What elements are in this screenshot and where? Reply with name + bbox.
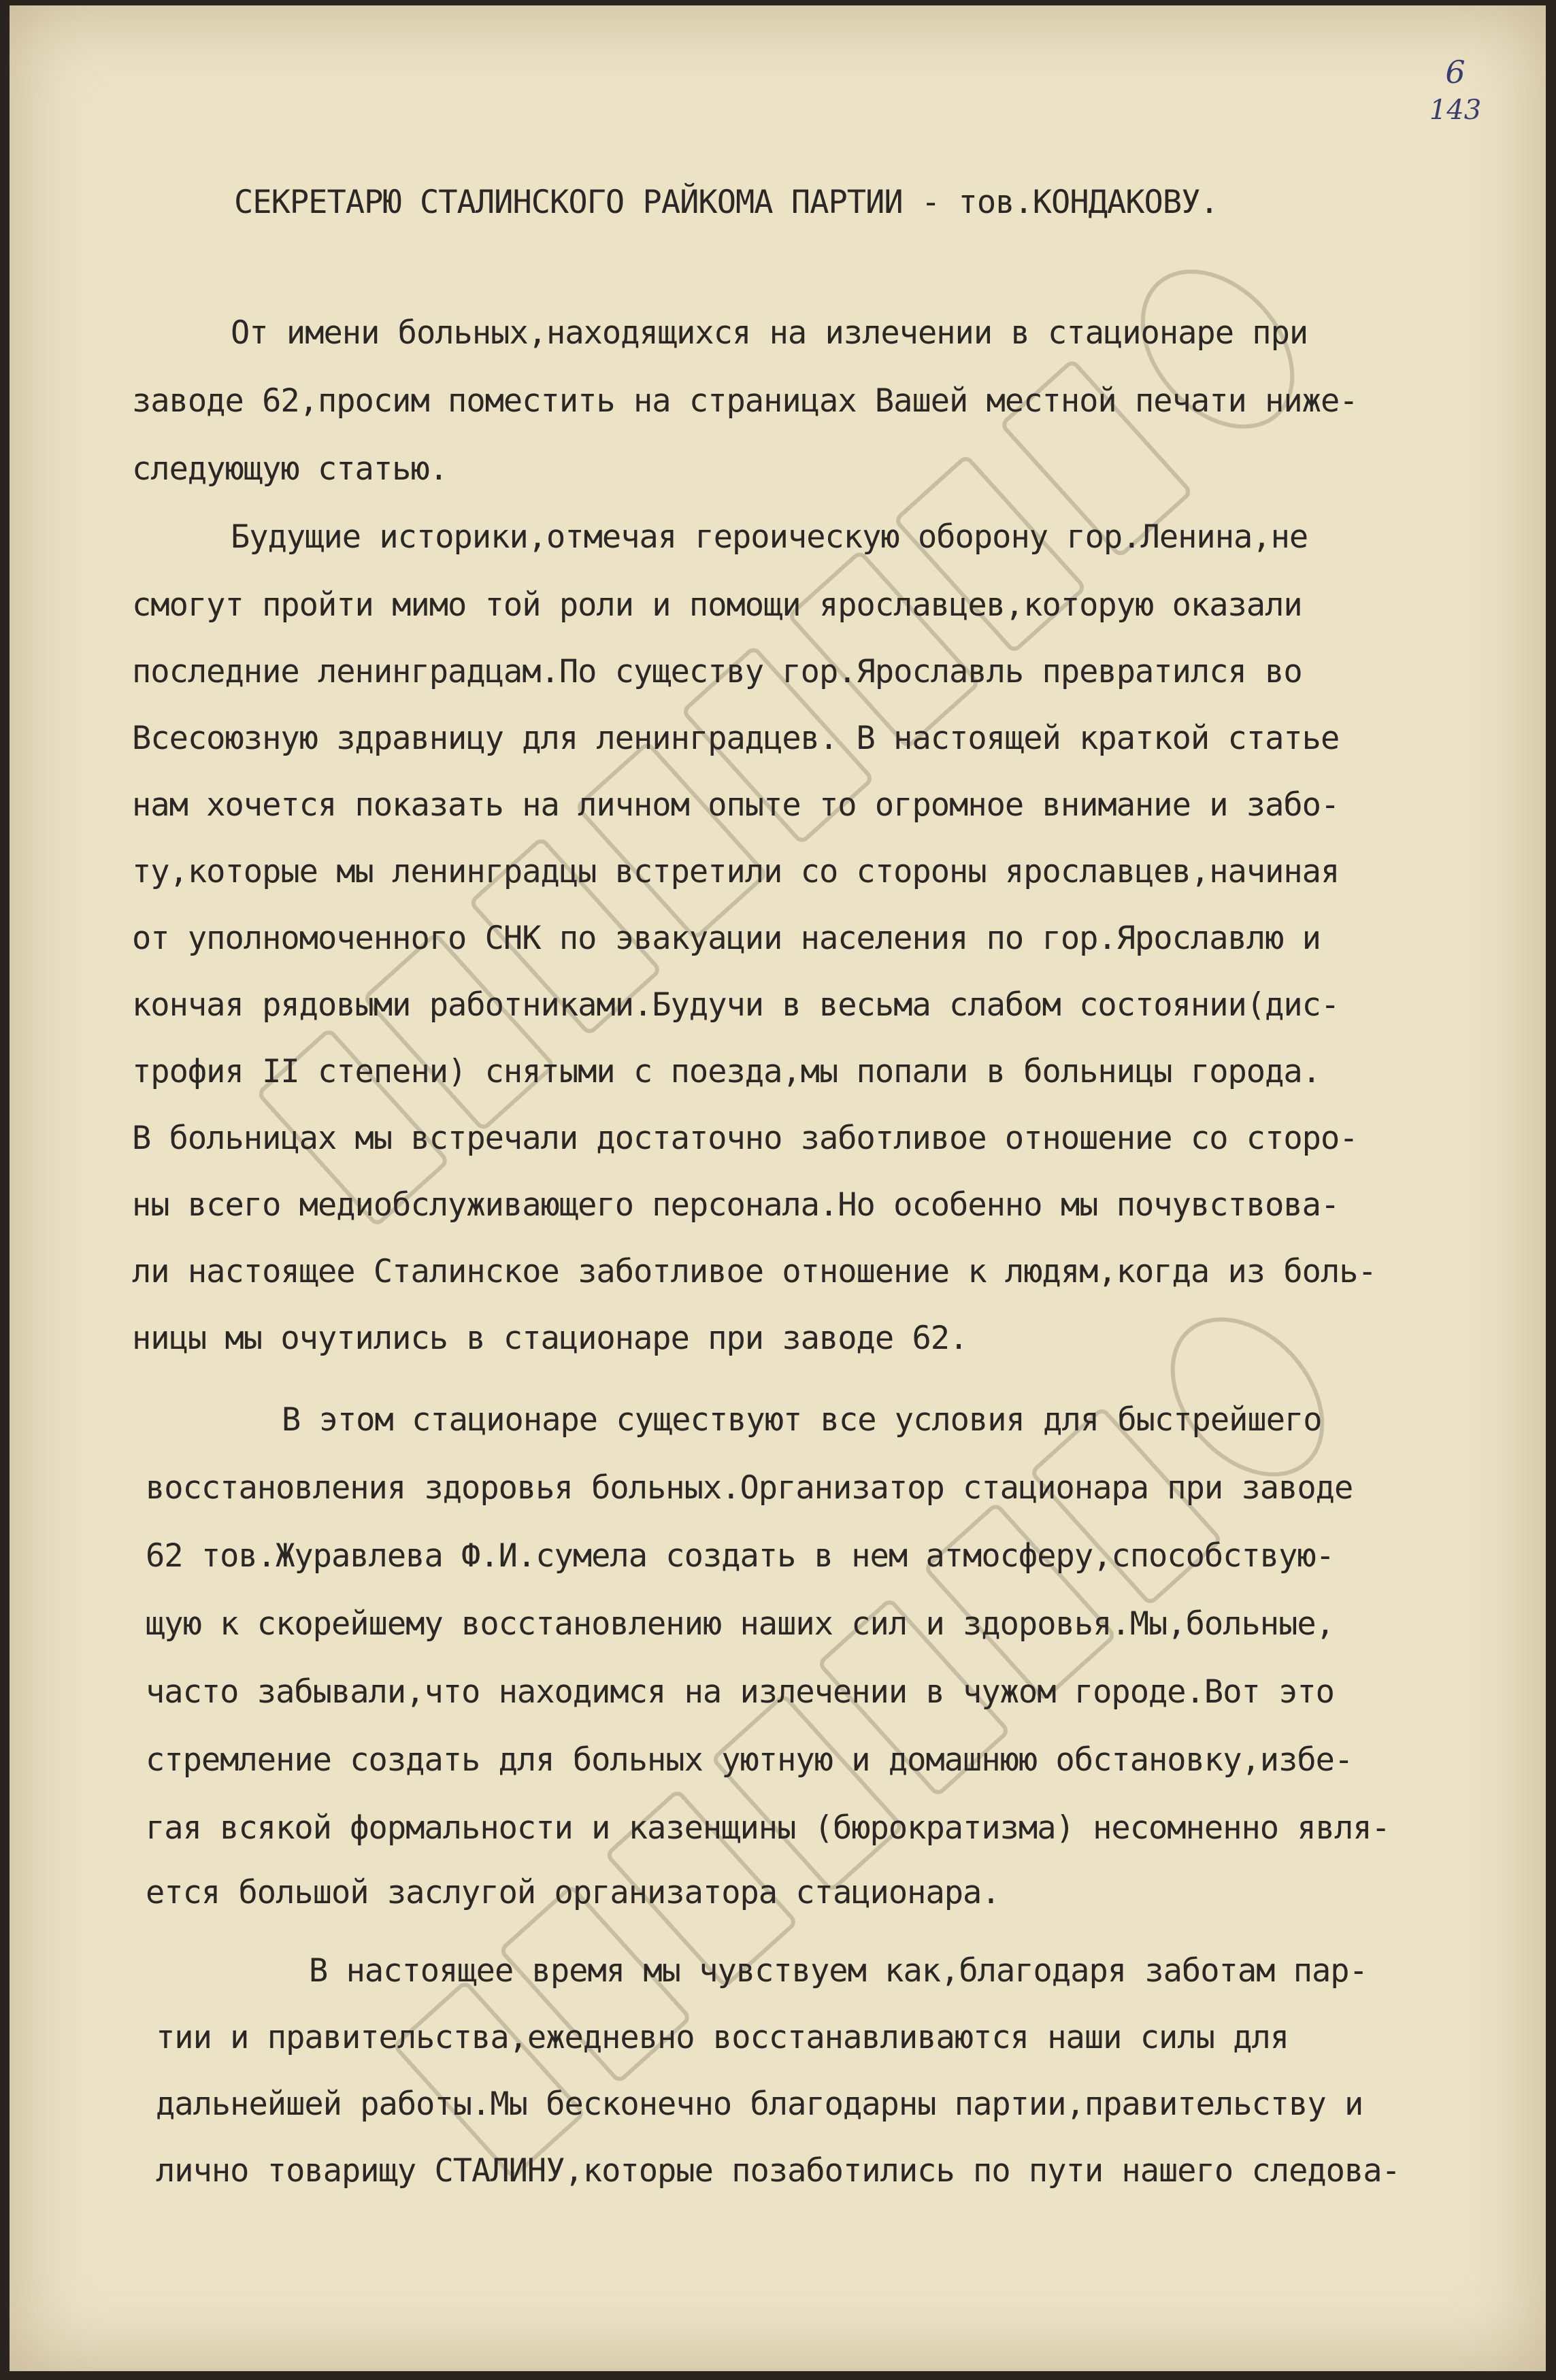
text-line: часто забывали,что находимся на излечении в чужом городе.Вот это: [146, 1673, 1334, 1711]
text-line: трофия II степени) снятыми с поезда,мы попали в больницы города.: [132, 1053, 1321, 1090]
text-line: лично товарищу СТАЛИНУ,которые позаботились по пути нашего следова-: [156, 2152, 1400, 2190]
text-line: ется большой заслугой организатора стационара.: [146, 1874, 1000, 1911]
text-line: От имени больных,находящихся на излечении в стационаре при: [231, 314, 1308, 352]
document-heading: СЕКРЕТАРЮ СТАЛИНСКОГО РАЙКОМА ПАРТИИ - тов.КОНДАКОВУ.: [234, 184, 1219, 221]
text-line: от уполномоченного СНК по эвакуации населения по гор.Ярославлю и: [132, 920, 1321, 957]
text-line: Всесоюзную здравницу для ленинградцев. В настоящей краткой статье: [132, 720, 1340, 757]
text-line: щую к скорейшему восстановлению наших сил и здоровья.Мы,больные,: [146, 1605, 1334, 1643]
text-line: Будущие историки,отмечая героическую оборону гор.Ленина,не: [231, 518, 1308, 556]
text-line: следующую статью.: [132, 450, 448, 488]
text-line: В этом стационаре существуют все условия для быстрейшего: [282, 1401, 1322, 1439]
text-line: В настоящее время мы чувствуем как,благодаря заботам пар-: [309, 1952, 1368, 1990]
text-line: смогут пройти мимо той роли и помощи ярославцев,которую оказали: [132, 586, 1302, 624]
text-line: ны всего медиобслуживающего персонала.Но особенно мы почувствова-: [132, 1186, 1340, 1224]
text-line: последние ленинградцам.По существу гор.Ярославль превратился во: [132, 653, 1302, 690]
text-line: ли настоящее Сталинское заботливое отношение к людям,когда из боль-: [132, 1253, 1376, 1290]
text-line: гая всякой формальности и казенщины (бюрократизма) несомненно явля-: [146, 1809, 1390, 1847]
text-line: ту,которые мы ленинградцы встретили со стороны ярославцев,начиная: [132, 853, 1340, 890]
text-line: заводе 62,просим поместить на страницах Вашей местной печати ниже-: [132, 382, 1358, 420]
text-line: стремление создать для больных уютную и домашнюю обстановку,избе-: [146, 1741, 1353, 1779]
page-number-secondary: 143: [1429, 95, 1482, 126]
text-line: кончая рядовыми работниками.Будучи в весьма слабом состоянии(дис-: [132, 986, 1340, 1024]
text-line: ницы мы очутились в стационаре при заводе 62.: [132, 1320, 968, 1357]
text-line: 62 тов.Журавлева Ф.И.сумела создать в нем атмосферу,способствую-: [146, 1537, 1334, 1575]
text-line: В больницах мы встречали достаточно заботливое отношение со сторо-: [132, 1120, 1358, 1157]
text-line: дальнейшей работы.Мы бесконечно благодарны партии,правительству и: [156, 2085, 1363, 2123]
text-line: тии и правительства,ежедневно восстанавливаются наши силы для: [156, 2019, 1289, 2056]
document-page: [10, 5, 1546, 2371]
text-line: нам хочется показать на личном опыте то огромное внимание и забо-: [132, 786, 1340, 824]
page-number-primary: 6: [1445, 54, 1466, 90]
text-line: восстановления здоровья больных.Организатор стационара при заводе: [146, 1469, 1353, 1507]
document-body: [10, 5, 1546, 2371]
